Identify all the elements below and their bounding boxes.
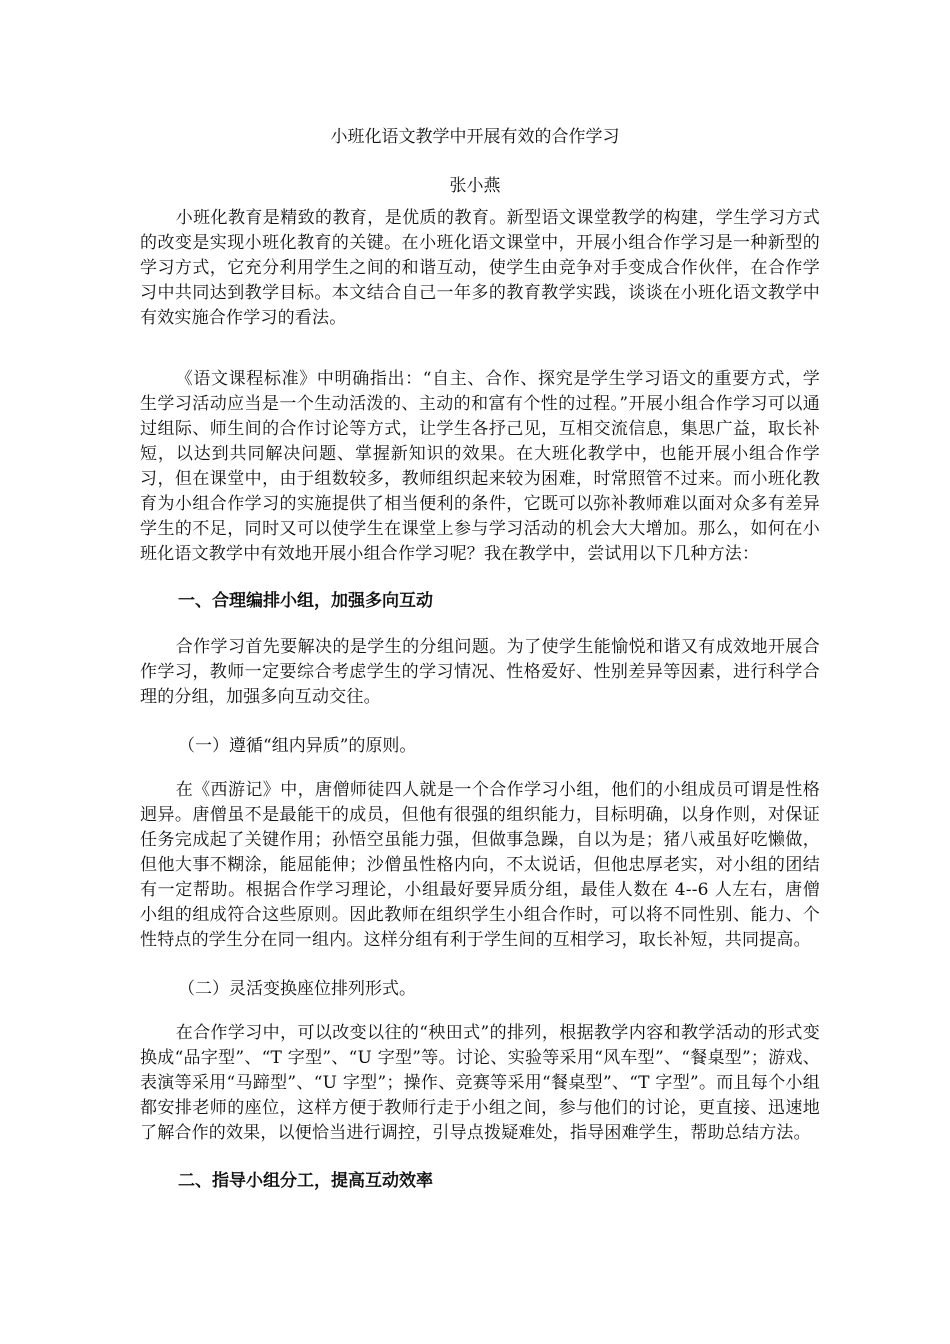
paragraph-curriculum-standard: 《语文课程标准》中明确指出：“自主、合作、探究是学生学习语文的重要方式，学生学习活动应当是一个生动活泼的、主动的和富有个性的过程。”开展小组合作学习可以通过组际、师生间的合作讨论等方式，让学生各抒己见，互相交流信息，集思广益，取长补短，以达到共同解决问题、掌握新知识的效果。在大班化教学中，也能开展小组合作学习，但在课堂中，由于组数较多，教师组织起来较为困难，时常照管不过来。而小班化教育为小组合作学习的实施提供了相当便利的条件，它既可以弥补教师难以面对众多有差异学生的不足，同时又可以使学生在课堂上参与学习活动的机会大大增加。那么，如何在小班化语文教学中有效地开展小组合作学习呢？我在教学中，尝试用以下几种方法：: [140, 369, 820, 564]
section-heading-2: 二、指导小组分工，提高互动效率: [178, 1171, 433, 1191]
subsection-heading-2: （二）灵活变换座位排列形式。: [178, 979, 416, 999]
document-author: 张小燕: [449, 176, 501, 196]
paragraph-grouping: 合作学习首先要解决的是学生的分组问题。为了使学生能愉悦和谐又有成效地开展合作学习，教师一定要综合考虑学生的学习情况、性格爱好、性别差异等因素，进行科学合理的分组，加强多向互动交往。: [140, 637, 820, 707]
paragraph-xiyouji-example: 在《西游记》中，唐僧师徒四人就是一个合作学习小组，他们的小组成员可谓是性格迥异。唐僧虽不是最能干的成员，但他有很强的组织能力，目标明确，以身作则，对保证任务完成起了关键作用；孙悟空虽能力强，但做事急躁，自以为是；猪八戒虽好吃懒做，但他大事不糊涂，能屈能伸；沙僧虽性格内向，不太说话，但他忠厚老实，对小组的团结有一定帮助。根据合作学习理论，小组最好要异质分组，最佳人数在 4--6 人左右，唐僧小组的组成符合这些原则。因此教师在组织学生小组合作时，可以将不同性别、能力、个性特点的学生分在同一组内。这样分组有利于学生间的互相学习，取长补短，共同提高。: [140, 780, 820, 950]
document-title: 小班化语文教学中开展有效的合作学习: [330, 127, 620, 147]
paragraph-seating-arrangement: 在合作学习中，可以改变以往的“秧田式”的排列，根据教学内容和教学活动的形式变换成“品字型”、“T 字型”、“U 字型”等。讨论、实验等采用“风车型”、“餐桌型”；游戏、表演等采用“马蹄型”、“U 字型”；操作、竞赛等采用“餐桌型”、“T 字型”。而且每个小组都安排老师的座位，这样方便于教师行走于小组之间，参与他们的讨论，更直接、迅速地了解合作的效果，以便恰当进行调控，引导点拨疑难处，指导困难学生，帮助总结方法。: [140, 1023, 820, 1143]
paragraph-intro: 小班化教育是精致的教育，是优质的教育。新型语文课堂教学的构建，学生学习方式的改变是实现小班化教育的关键。在小班化语文课堂中，开展小组合作学习是一种新型的学习方式，它充分利用学生之间的和谐互动，使学生由竞争对手变成合作伙伴，在合作学习中共同达到教学目标。本文结合自己一年多的教育教学实践，谈谈在小班化语文教学中有效实施合作学习的看法。: [140, 208, 820, 328]
subsection-heading-1: （一）遵循“组内异质”的原则。: [178, 736, 417, 756]
section-heading-1: 一、合理编排小组，加强多向互动: [178, 591, 433, 611]
